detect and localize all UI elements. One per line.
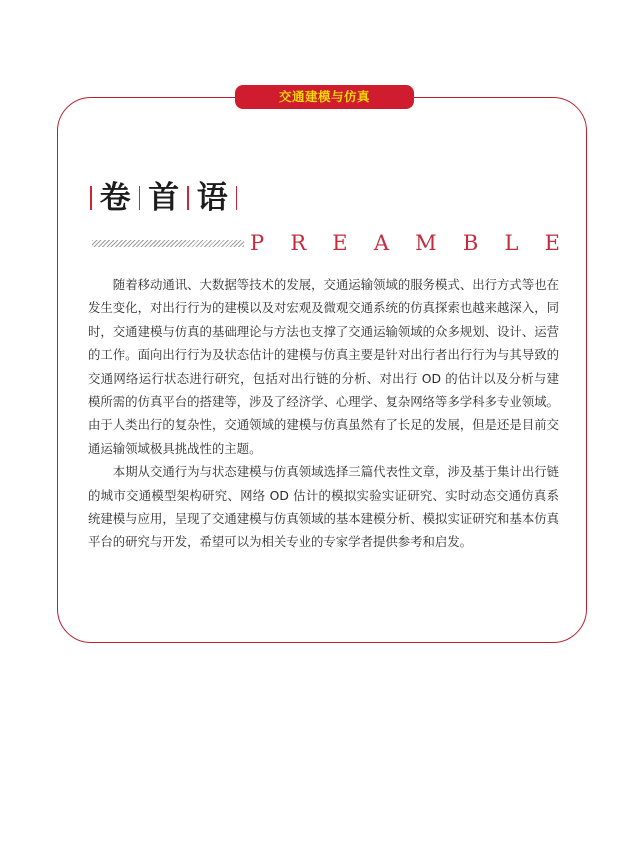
title-char: 卷 bbox=[99, 180, 131, 216]
title-divider bbox=[90, 186, 92, 210]
paragraph: 随着移动通讯、大数据等技术的发展，交通运输领域的服务模式、出行方式等也在发生变化，对出行行为的建模以及对宏观及微观交通系统的仿真探索也越来越深入，同时，交通建模与仿真的基础理论与方法也支撑了交通运输领域的众多规划、设计、运营的工作。面向出行行为及状态估计的建模与仿真主要是针对出行者出行行为与其导致的交通网络运行状态进行研究，包括对出行链的分析、对出行 OD 的估计以及分析与建模所需的仿真平台的搭建等，涉及了经济学、心理学、复杂网络等多学科多专业领域。由于人类出行的复杂性，交通领域的建模与仿真虽然有了长足的发展，但是还是目前交通运输领域极具挑战性的主题。 bbox=[88, 277, 559, 456]
subtitle-letter: B bbox=[462, 231, 479, 255]
title-divider bbox=[187, 186, 189, 210]
subtitle-letter: E bbox=[332, 231, 348, 255]
section-banner: 交通建模与仿真 bbox=[235, 85, 414, 109]
subtitle-letter: P bbox=[250, 231, 265, 255]
title-char: 语 bbox=[196, 180, 228, 216]
subtitle-letter: E bbox=[544, 231, 560, 255]
subtitle-letter: A bbox=[373, 231, 389, 255]
title-char: 首 bbox=[148, 180, 180, 216]
subtitle-letter: R bbox=[290, 231, 307, 255]
body-text bbox=[88, 273, 559, 554]
hatched-rule bbox=[92, 240, 244, 247]
page-title bbox=[90, 178, 237, 218]
title-divider bbox=[236, 186, 238, 210]
subtitle-letter: M bbox=[415, 231, 437, 255]
subtitle-letter: L bbox=[504, 231, 519, 255]
title-divider bbox=[139, 186, 141, 210]
title-subtitle bbox=[250, 229, 560, 257]
paragraph: 本期从交通行为与状态建模与仿真领域选择三篇代表性文章，涉及基于集计出行链的城市交通模型架构研究、网络 OD 估计的模拟实验实证研究、实时动态交通仿真系统建模与应用，呈现了交通建模与仿真领域的基本建模分析、模拟实证研究和基本仿真平台的研究与开发，希望可以为相关专业的专家学者提供参考和启发。 bbox=[88, 464, 559, 550]
